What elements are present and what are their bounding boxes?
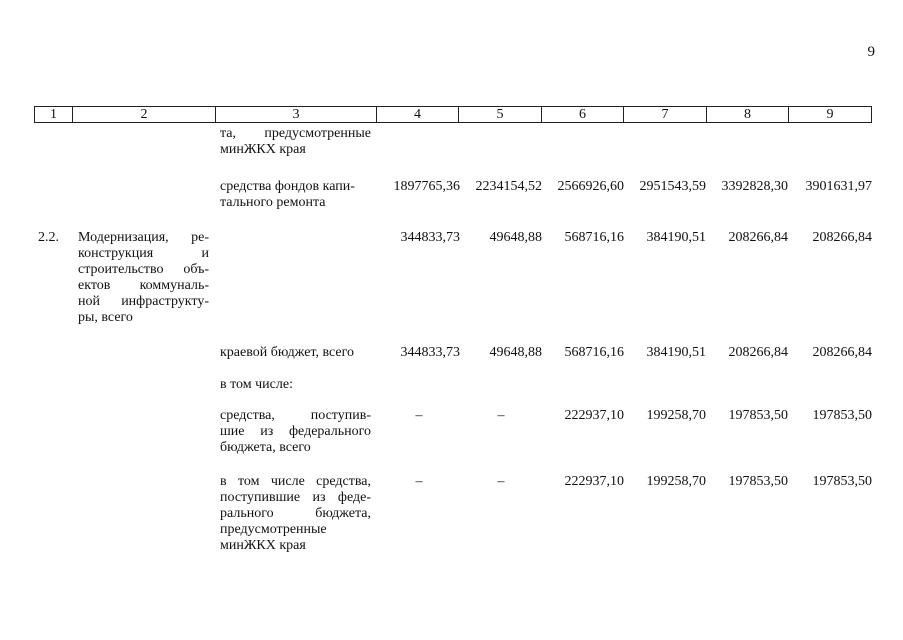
column-header-6: 6	[542, 107, 624, 122]
table-row	[78, 230, 209, 326]
value-cell: 1897765,36	[393, 179, 460, 194]
item-name-line: Модернизация, ре-	[78, 230, 209, 245]
value-cell: 49648,88	[489, 345, 542, 360]
value-cell: 3901631,97	[805, 179, 872, 194]
value-cell: 344833,73	[400, 230, 460, 245]
funding-source-line: та, предусмотренные	[220, 126, 371, 141]
funding-source-line: бюджета, всего	[220, 440, 311, 455]
column-header-8: 8	[707, 107, 789, 122]
funding-source-line: минЖКХ края	[220, 142, 306, 157]
value-cell: 222937,10	[564, 474, 624, 489]
funding-source-line: средства, поступив-	[220, 408, 371, 423]
value-cell: 197853,50	[812, 408, 872, 423]
table-row	[220, 126, 371, 158]
value-cell: 222937,10	[564, 408, 624, 423]
column-header-2: 2	[73, 107, 216, 122]
funding-source-line: краевой бюджет, всего	[220, 345, 355, 360]
value-cell: –	[415, 408, 423, 423]
funding-source-line: шие из федерального	[220, 424, 371, 439]
item-name-line: ной инфраструкту-	[78, 294, 209, 309]
funding-source-line: в том числе средства,	[220, 474, 371, 489]
value-cell: 568716,16	[564, 345, 624, 360]
value-cell: 208266,84	[728, 345, 788, 360]
value-cell: 197853,50	[728, 408, 788, 423]
row-number: 2.2.	[38, 230, 59, 245]
funding-source-line: в том числе:	[220, 377, 293, 392]
value-cell: 384190,51	[646, 345, 706, 360]
value-cell: –	[497, 474, 505, 489]
value-cell: 199258,70	[646, 474, 706, 489]
value-cell: –	[415, 474, 423, 489]
column-header-7: 7	[624, 107, 707, 122]
value-cell: 344833,73	[400, 345, 460, 360]
table-row	[220, 179, 371, 211]
item-name-line: ектов коммуналь-	[78, 278, 209, 293]
item-name-line: конструкция и	[78, 246, 209, 261]
funding-source-line: тального ремонта	[220, 195, 326, 210]
table-row	[220, 377, 371, 393]
value-cell: 2951543,59	[639, 179, 706, 194]
value-cell: 208266,84	[812, 230, 872, 245]
column-header-5: 5	[459, 107, 542, 122]
value-cell: 208266,84	[728, 230, 788, 245]
value-cell: –	[497, 408, 505, 423]
item-name-line: строительство объ-	[78, 262, 209, 277]
funding-source-line: предусмотренные	[220, 522, 327, 537]
value-cell: 208266,84	[812, 345, 872, 360]
column-number-header	[34, 106, 872, 123]
column-header-1: 1	[35, 107, 73, 122]
value-cell: 2566926,60	[557, 179, 624, 194]
value-cell: 49648,88	[489, 230, 542, 245]
funding-source-line: рального бюджета,	[220, 506, 371, 521]
funding-source-line: поступившие из феде-	[220, 490, 371, 505]
value-cell: 197853,50	[728, 474, 788, 489]
value-cell: 3392828,30	[721, 179, 788, 194]
value-cell: 384190,51	[646, 230, 706, 245]
funding-source-line: средства фондов капи-	[220, 179, 355, 194]
table-row	[220, 474, 371, 554]
value-cell: 199258,70	[646, 408, 706, 423]
column-header-9: 9	[826, 107, 834, 122]
table-row	[220, 345, 371, 361]
table-row	[220, 408, 371, 456]
column-header-3: 3	[216, 107, 377, 122]
page-number: 9	[867, 44, 875, 60]
value-cell: 2234154,52	[475, 179, 542, 194]
value-cell: 568716,16	[564, 230, 624, 245]
column-header-4: 4	[377, 107, 459, 122]
item-name-line: ры, всего	[78, 310, 133, 325]
funding-source-line: минЖКХ края	[220, 538, 306, 553]
value-cell: 197853,50	[812, 474, 872, 489]
